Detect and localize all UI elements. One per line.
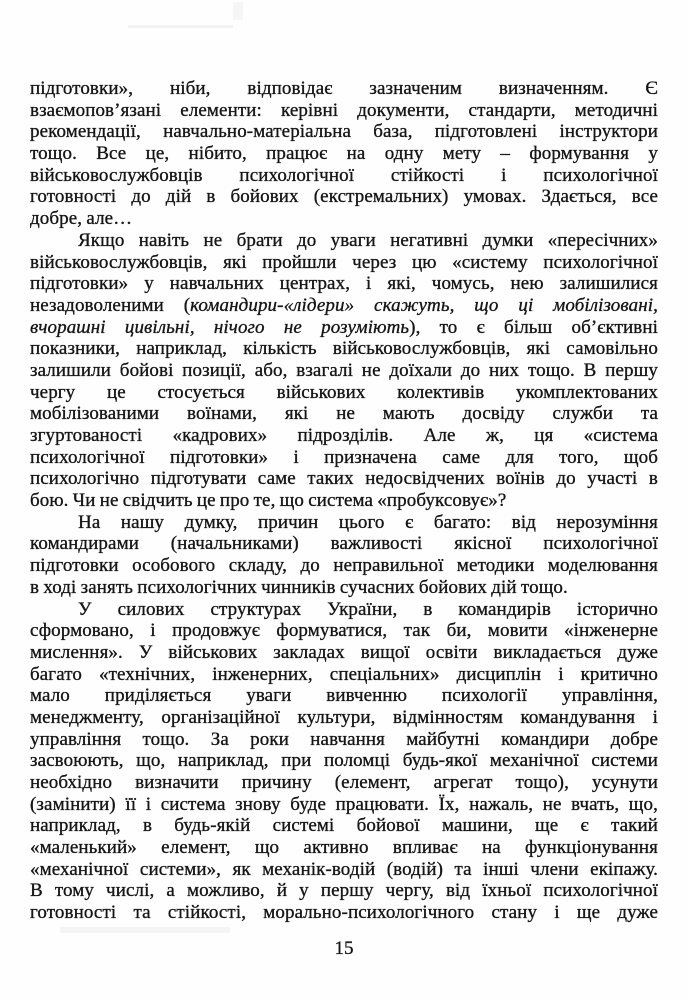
text-line	[30, 186, 658, 208]
text-line	[30, 143, 658, 165]
text-segment: менеджменту, організаційної культури, відмінностям командування і	[30, 706, 658, 728]
text-line	[30, 815, 658, 837]
text-line	[30, 620, 658, 642]
text-segment: підготовки» у навчальних центрах, і які, чомусь, нею залишилися	[30, 273, 658, 295]
text-segment: психологічної підготовки» і призначена саме для того, щоб	[30, 446, 658, 468]
text-segment: наприклад, в будь-якій системі бойової машини, ще є такий	[30, 815, 658, 837]
text-segment: згуртованості «кадрових» підрозділів. Але ж, ця «система	[30, 425, 658, 446]
text-line	[30, 230, 658, 252]
text-segment: «механічної системи», як механік-водій (водій) та інші члени екіпажу.	[30, 858, 658, 880]
text-line	[30, 317, 658, 339]
text-line	[30, 360, 658, 382]
text-line	[30, 729, 658, 751]
text-line	[30, 902, 658, 924]
text-line	[30, 685, 658, 707]
text-segment: необхідно визначити причину (елемент, агрегат тощо), усунути	[30, 772, 658, 793]
paragraph	[30, 599, 658, 924]
text-line	[30, 273, 658, 295]
text-line	[30, 772, 658, 794]
text-segment: багато «технічних, інженерних, спеціальних» дисциплін і критично	[30, 663, 658, 685]
text-line	[30, 468, 658, 490]
text-line	[30, 490, 658, 512]
scan-artifact	[60, 927, 230, 933]
text-line	[30, 78, 658, 100]
text-segment: добре, але…	[30, 208, 133, 230]
text-line	[30, 707, 658, 729]
text-segment: (замінити) її і система знову буде працювати. Їх, нажаль, не вчать, що,	[30, 793, 658, 815]
text-line	[30, 425, 658, 447]
text-segment: Якщо навіть не брати до уваги негативні думки «пересічних»	[78, 229, 658, 251]
text-segment: сформовано, і продовжує формуватися, так би, мовити «інженерне	[30, 620, 658, 642]
text-line	[30, 880, 658, 902]
text-segment: взаємопов’язані елементи: керівні документи, стандарти, методичні	[30, 99, 658, 121]
italic-text-segment: командири-«лідери» скажуть, що ці мобілізовані,	[190, 294, 658, 316]
text-segment: засвоюють, що, наприклад, при поломці будь-якої механічної системи	[30, 750, 658, 772]
text-segment: тощо. Все це, нібито, працює на одну мету – формування у	[30, 143, 658, 165]
scan-artifact	[128, 25, 233, 28]
text-line	[30, 208, 658, 230]
text-segment: управління тощо. За роки навчання майбутні командири добре	[30, 728, 658, 750]
text-segment: командирами (начальниками) важливості якісної психологічної	[30, 533, 658, 555]
text-segment: психологічно підготувати саме таких недосвідчених воїнів до участі в	[30, 468, 658, 490]
text-segment: мало приділяється уваги вивченню психології управління,	[30, 685, 658, 707]
text-segment: В тому числі, а можливо, й у першу чергу, від їхньої психологічної	[30, 880, 658, 902]
text-segment: На нашу думку, причин цього є багато: від нерозуміння	[78, 511, 658, 533]
text-line	[30, 577, 658, 599]
text-segment: в ході занять психологічних чинників сучасних бойових дій тощо.	[30, 576, 568, 598]
text-line	[30, 533, 658, 555]
text-segment: мобілізованими воїнами, які не мають досвіду служби та	[30, 403, 658, 425]
text-segment: «маленький» елемент, що активно впливає на функціонування	[30, 837, 658, 859]
italic-text-segment: вчорашні цивільні, нічого не розуміють	[30, 316, 410, 338]
text-segment: підготовки», ніби, відповідає зазначеним визначенням. Є	[30, 78, 658, 99]
text-segment: бою. Чи не свідчить це про те, що система «пробуксовує»?	[30, 490, 507, 512]
text-line	[30, 403, 658, 425]
text-line	[30, 555, 658, 577]
text-segment: військовослужбовців психологічної стійкості і психологічної	[30, 164, 658, 186]
text-segment: залишили бойові позиції, або, взагалі не доїхали до них тощо. В першу	[30, 359, 658, 381]
text-segment: чергу це стосується військових колективів укомплектованих	[30, 381, 658, 403]
text-line	[30, 859, 658, 881]
text-segment: готовності до дій в бойових (екстремальних) умовах. Здається, все	[30, 186, 658, 208]
text-segment: ), то є більш об’єктивні	[409, 316, 658, 338]
text-line	[30, 295, 658, 317]
text-segment: підготовки особового складу, до неправильної методики моделювання	[30, 555, 658, 577]
text-line	[30, 338, 658, 360]
paragraph	[30, 512, 658, 599]
text-segment: У силових структурах України, в командирів історично	[78, 598, 658, 620]
text-segment: готовності та стійкості, морально-психологічного стану і ще дуже	[30, 902, 658, 924]
text-line	[30, 121, 658, 143]
text-line	[30, 252, 658, 274]
scan-artifact	[233, 2, 243, 20]
paragraph	[30, 230, 658, 512]
text-line	[30, 165, 658, 187]
text-segment: рекомендації, навчально-матеріальна база, підготовлені інструктори	[30, 121, 658, 143]
text-line	[30, 794, 658, 816]
text-segment: незадоволеними (	[30, 294, 191, 316]
paragraph	[30, 78, 658, 230]
text-segment: показники, наприклад, кількість військовослужбовців, які самовільно	[30, 338, 658, 360]
text-segment: мислення». У військових закладах вищої освіти викладається дуже	[30, 641, 658, 663]
page-number: 15	[334, 938, 354, 959]
text-segment: військовослужбовців, які пройшли через цю «систему психологічної	[30, 251, 658, 273]
text-line	[30, 837, 658, 859]
text-line	[30, 642, 658, 664]
text-line	[30, 512, 658, 534]
text-line	[30, 750, 658, 772]
text-line	[30, 599, 658, 621]
text-line	[30, 100, 658, 122]
text-line	[30, 447, 658, 469]
text-line	[30, 382, 658, 404]
page-text	[30, 78, 658, 924]
text-line	[30, 664, 658, 686]
